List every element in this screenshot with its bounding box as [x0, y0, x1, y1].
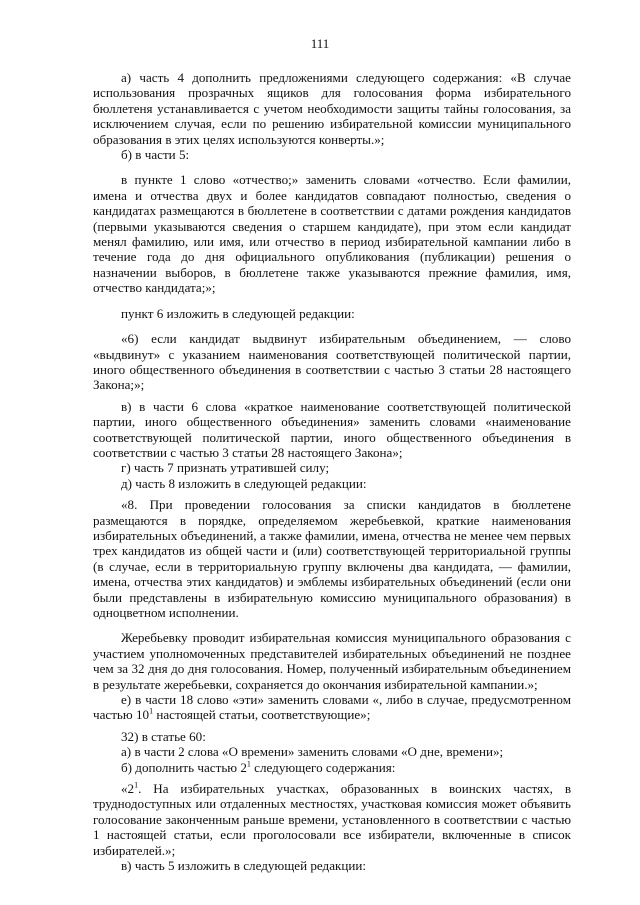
paragraph: е) в части 18 слово «эти» заменить словами «, либо в случае, предусмотренном частью $10^1$ настоящей статьи, соответствующие»; [93, 692, 571, 723]
paragraph: в) в части 6 слова «краткое наименование соответствующей политической партии, иного общественного объединения» заменить словами «наименование соответствующей политической партии, иного общественного объединения в соответствии с частью 3 статьи 28 настоящего Закона»; [93, 398, 571, 460]
document-body [93, 70, 571, 874]
paragraph: в) часть 5 изложить в следующей редакции: [121, 858, 367, 874]
paragraph: а) часть 4 дополнить предложениями следующего содержания: «В случае использования прозрачных ящиков для голосования форма избирательного бюллетеня устанавливается с учетом необходимости защиты тайны голосования, за исключением случая, если по решению избирательной комиссии муниципального образования в этих целях используются конверты.»; [93, 70, 571, 147]
paragraph: «8. При проведении голосования за списки кандидатов в бюллетене размещаются в порядке, определяемом жеребьевкой, краткие наименования избирательных объединений, а также фамилии, имена, отчества не менее чем первых трех кандидатов из общей части и (или) соответствующей территориальной группы (в случае, если в территориальную группу включены два кандидата, — фамилии, имена, отчества этих кандидатов) и эмблемы избирательных объединений (если они были представлены в избирательную комиссию муниципального образования) в одноцветном исполнении. [93, 497, 571, 620]
page-number: 111 [310, 36, 330, 51]
paragraph: б) дополнить частью $2^1$ следующего содержания: [121, 759, 396, 775]
paragraph: д) часть 8 изложить в следующей редакции: [121, 475, 367, 491]
paragraph: пункт 6 изложить в следующей редакции: [121, 305, 355, 321]
paragraph: а) в части 2 слова «О времени» заменить словами «О дне, времени»; [121, 744, 504, 760]
paragraph: 32) в статье 60: [121, 728, 206, 744]
paragraph: в пункте 1 слово «отчество;» заменить словами «отчество. Если фамилии, имена и отчества двух и более кандидатов совпадают полностью, сведения о кандидатах размещаются в бюллетене в соответствии с датами рождения кандидатов (первыми указываются сведения о старшем кандидате), при этом если кандидат менял фамилию, или имя, или отчество в период избирательной кампании либо в течение года до дня официального опубликования (публикации) решения о назначении выборов, в бюллетене также указываются прежние фамилия, имя, отчество кандидата;»; [93, 172, 571, 296]
paragraph: «$2^1$. На избирательных участках, образованных в воинских частях, в труднодоступных или отдаленных местностях, участковая комиссия может объявить голосование законченным раньше времени, установленного в соответствии с частью 1 настоящей статьи, если проголосовали все избиратели, включенные в список избирателей.»; [93, 780, 571, 858]
paragraph: «6) если кандидат выдвинут избирательным объединением, — слово «выдвинут» с указанием наименования соответствующей политической партии, иного общественного объединения в соответствии с частью 3 статьи 28 настоящего Закона;»; [93, 331, 571, 393]
paragraph: б) в части 5: [121, 147, 190, 163]
paragraph: г) часть 7 признать утратившей силу; [121, 460, 330, 476]
paragraph: Жеребьевку проводит избирательная комиссия муниципального образования с участием уполномоченных представителей избирательных объединений не позднее чем за 32 дня до дня голосования. Номер, полученный избирательным объединением в результате жеребьевки, сохраняется до окончания избирательной кампании.»; [93, 630, 571, 692]
